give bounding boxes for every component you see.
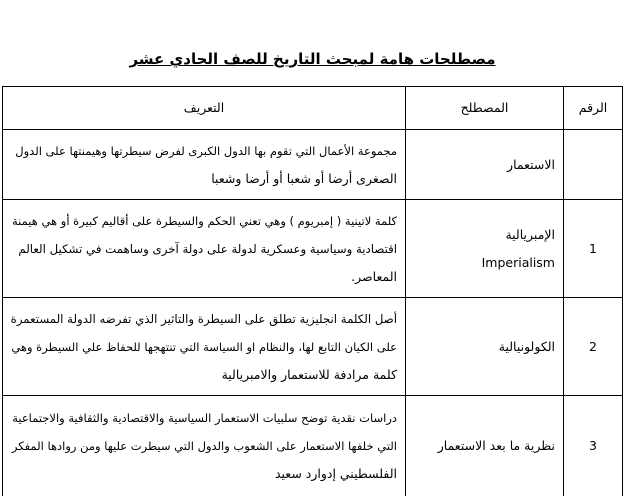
definition-line: على الكيان التابع لها، والنظام او السياسة التي تنتهجها للحفاظ علي السيطرة وهي: [11, 339, 397, 354]
row-term: [406, 298, 564, 396]
term-arabic: نظرية ما بعد الاستعمار: [437, 437, 555, 453]
row-definition: [3, 298, 406, 396]
row-number: 2: [564, 298, 623, 396]
definition-line: الفلسطيني إدوارد سعيد: [274, 465, 397, 481]
row-term: [406, 200, 564, 298]
row-definition: [3, 200, 406, 298]
term-latin: Imperialism: [481, 254, 555, 270]
term-arabic: الاستعمار: [507, 156, 555, 172]
definition-line: مجموعة الأعمال التي تقوم بها الدول الكبرى لفرض سيطرتها وهيمنتها على الدول: [15, 143, 397, 158]
definition-line: المعاصر.: [351, 268, 397, 284]
row-number: 1: [564, 200, 623, 298]
table-row: [3, 298, 623, 396]
definition-line: كلمة مرادفة للاستعمار والامبريالية: [221, 366, 397, 382]
table-row: [3, 396, 623, 496]
definition-line: الصغرى أرضا أو شعبا أو أرضا وشعبا: [211, 170, 397, 186]
definition-line: كلمة لاتينية ( إمبريوم ) وهي تعني الحكم والسيطرة على أقاليم كبيرة أو هي هيمنة: [11, 213, 397, 228]
definition-line: اقتصادية وسياسية وعسكرية لدولة على دولة آخرى وساهمت في تشكيل العالم: [18, 241, 397, 256]
table-row: [3, 130, 623, 200]
row-number: [564, 130, 623, 200]
header-number: الرقم: [564, 87, 623, 130]
term-arabic: الإمبريالية: [505, 226, 555, 242]
terms-table: [2, 86, 623, 496]
row-definition: [3, 396, 406, 496]
document-title: مصطلحات هامة لمبحث التاريخ للصف الحادي عشر: [129, 50, 496, 68]
row-definition: [3, 130, 406, 200]
term-arabic: الكولونيالية: [498, 338, 555, 354]
row-term: [406, 130, 564, 200]
header-term: المصطلح: [406, 87, 564, 130]
table-row: [3, 200, 623, 298]
definition-line: التي خلفها الاستعمار على الشعوب والدول التي سيطرت عليها ومن روادها المفكر: [11, 438, 397, 453]
table-header-row: [3, 87, 623, 130]
row-number: 3: [564, 396, 623, 496]
row-term: [406, 396, 564, 496]
header-definition: التعريف: [3, 87, 406, 130]
definition-line: أصل الكلمة انجليزية تطلق على السيطرة والتاثير الذي تفرضه الدولة المستعمرة: [10, 311, 397, 326]
definition-line: دراسات نقدية توضح سلبيات الاستعمار السياسية والاقتصادية والثقافية والاجتماعية: [12, 410, 397, 425]
